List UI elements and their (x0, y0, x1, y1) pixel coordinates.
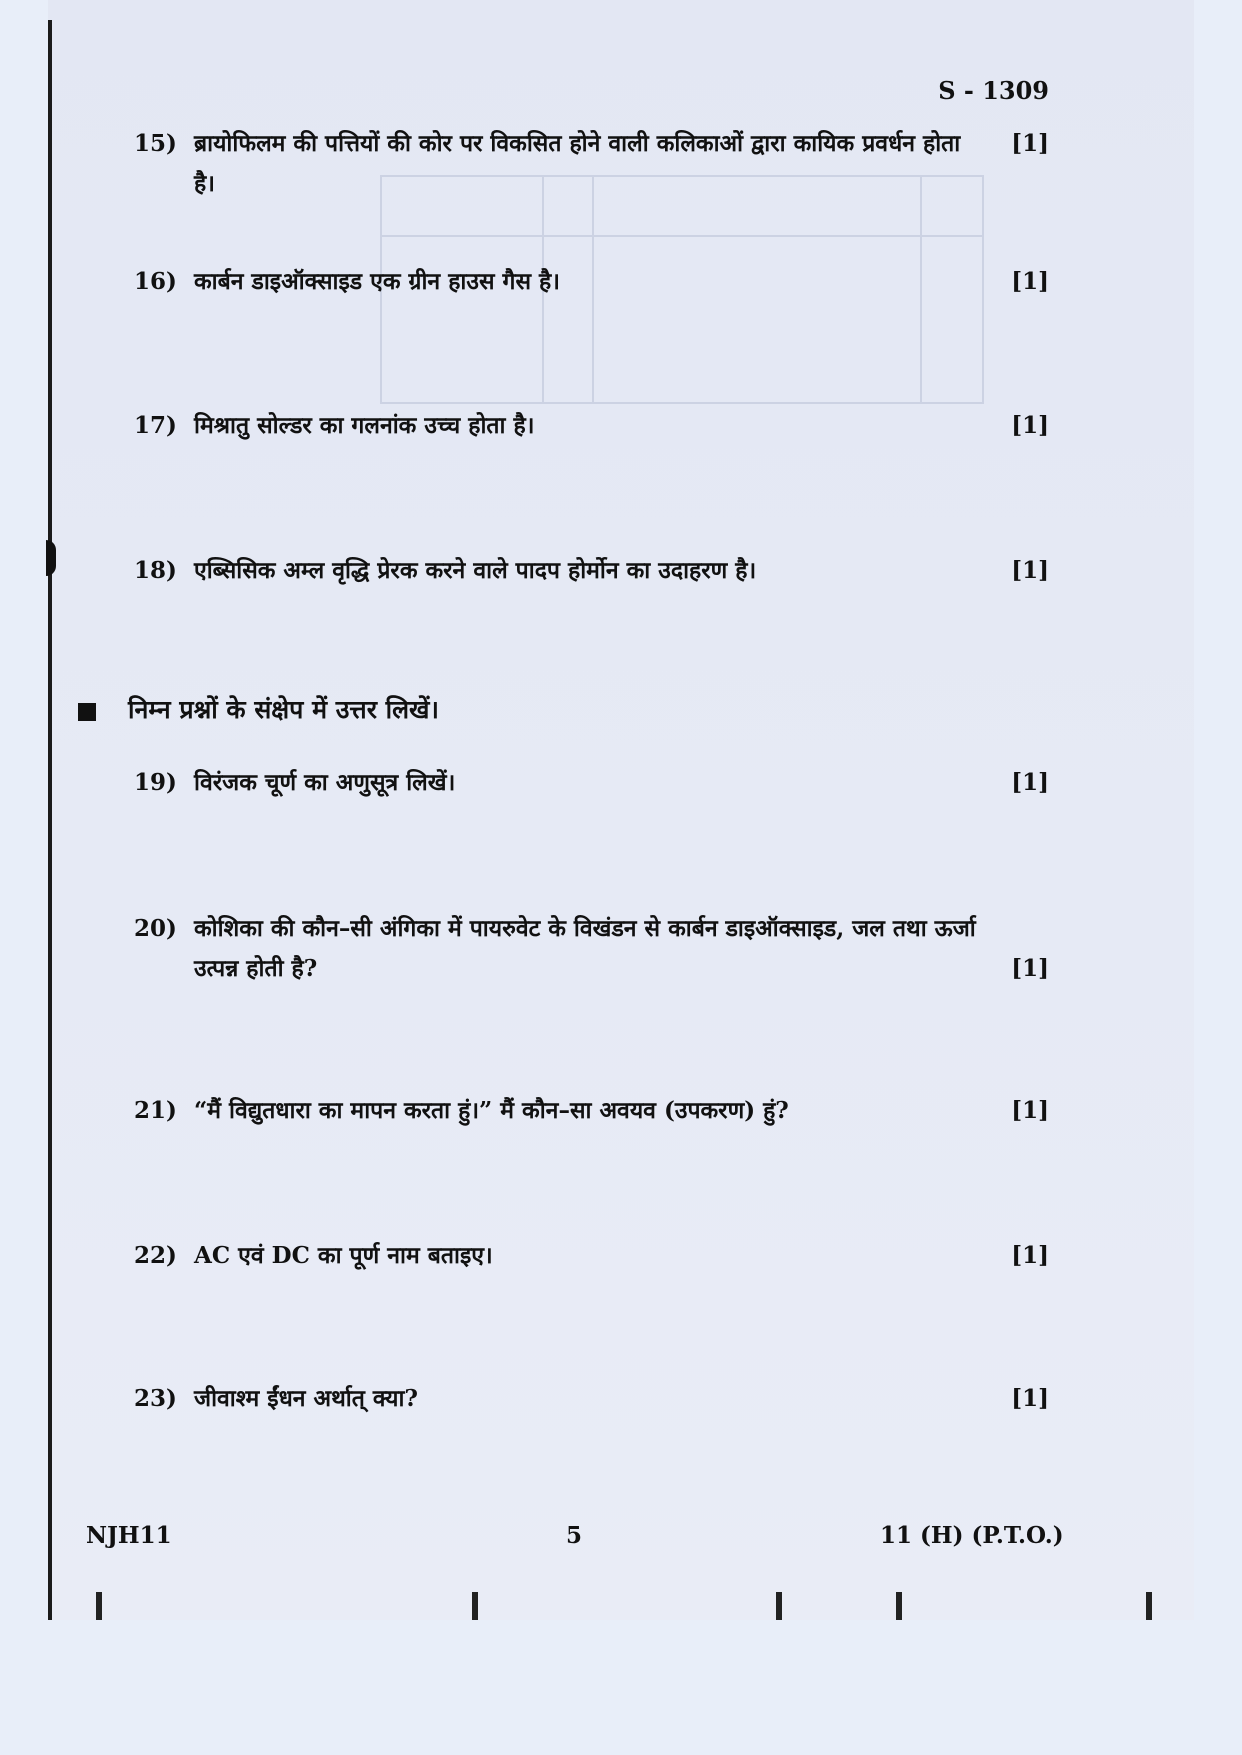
question-number: 21) (134, 1097, 177, 1124)
paper-code: S - 1309 (938, 76, 1049, 105)
binding-mark (46, 540, 56, 576)
question-text: AC एवं DC का पूर्ण नाम बताइए। (194, 1242, 493, 1269)
question-number: 17) (134, 412, 177, 439)
staple-mark (1146, 1592, 1152, 1620)
question-number: 20) (134, 915, 177, 942)
page-edge (48, 20, 52, 1620)
question-text: कोशिका की कौन–सी अंगिका में पायरुवेट के विखंडन से कार्बन डाइऑक्साइड, जल तथा ऊर्जा उत्पन्न होती है? (194, 915, 976, 982)
staple-mark (472, 1592, 478, 1620)
page-number: 5 (566, 1522, 583, 1549)
question-marks: [1] (1011, 955, 1049, 982)
section-heading-text: निम्न प्रश्नों के संक्षेप में उत्तर लिखें। (128, 695, 439, 724)
question-marks: [1] (1011, 1097, 1049, 1124)
question-marks: [1] (1011, 130, 1049, 157)
section-heading (78, 690, 439, 730)
question-23 (134, 1379, 1049, 1419)
question-21 (134, 1091, 1049, 1131)
question-text: “मैं विद्युतधारा का मापन करता हुं।” मैं कौन–सा अवयव (उपकरण) हुं? (194, 1097, 789, 1124)
question-text: विरंजक चूर्ण का अणुसूत्र लिखें। (194, 769, 456, 796)
question-marks: [1] (1011, 1242, 1049, 1269)
staple-mark (896, 1592, 902, 1620)
footer-right: 11 (H) (P.T.O.) (880, 1522, 1064, 1549)
question-18 (134, 551, 1049, 591)
footer-code: NJH11 (86, 1522, 172, 1549)
question-text: जीवाश्म ईंधन अर्थात् क्या? (194, 1385, 418, 1412)
question-marks: [1] (1011, 1385, 1049, 1412)
staple-mark (776, 1592, 782, 1620)
question-number: 22) (134, 1242, 177, 1269)
question-marks: [1] (1011, 557, 1049, 584)
question-text: कार्बन डाइऑक्साइड एक ग्रीन हाउस गैस है। (194, 268, 560, 295)
question-20 (134, 909, 1049, 989)
question-text: मिश्रातु सोल्डर का गलनांक उच्च होता है। (194, 412, 535, 439)
question-number: 16) (134, 268, 177, 295)
staple-mark (96, 1592, 102, 1620)
question-number: 23) (134, 1385, 177, 1412)
question-22 (134, 1236, 1049, 1276)
question-number: 19) (134, 769, 177, 796)
question-marks: [1] (1011, 268, 1049, 295)
question-text: एब्सिसिक अम्ल वृद्धि प्रेरक करने वाले पादप होर्मोन का उदाहरण है। (194, 557, 757, 584)
question-16 (134, 262, 1049, 302)
question-text: ब्रायोफिलम की पत्तियों की कोर पर विकसित होने वाली कलिकाओं द्वारा कायिक प्रवर्धन होता है। (194, 130, 961, 197)
question-marks: [1] (1011, 769, 1049, 796)
question-number: 18) (134, 557, 177, 584)
question-number: 15) (134, 130, 177, 157)
question-15 (134, 124, 1049, 204)
question-marks: [1] (1011, 412, 1049, 439)
bullet-square-icon (78, 703, 96, 721)
question-17 (134, 406, 1049, 446)
question-19 (134, 763, 1049, 803)
